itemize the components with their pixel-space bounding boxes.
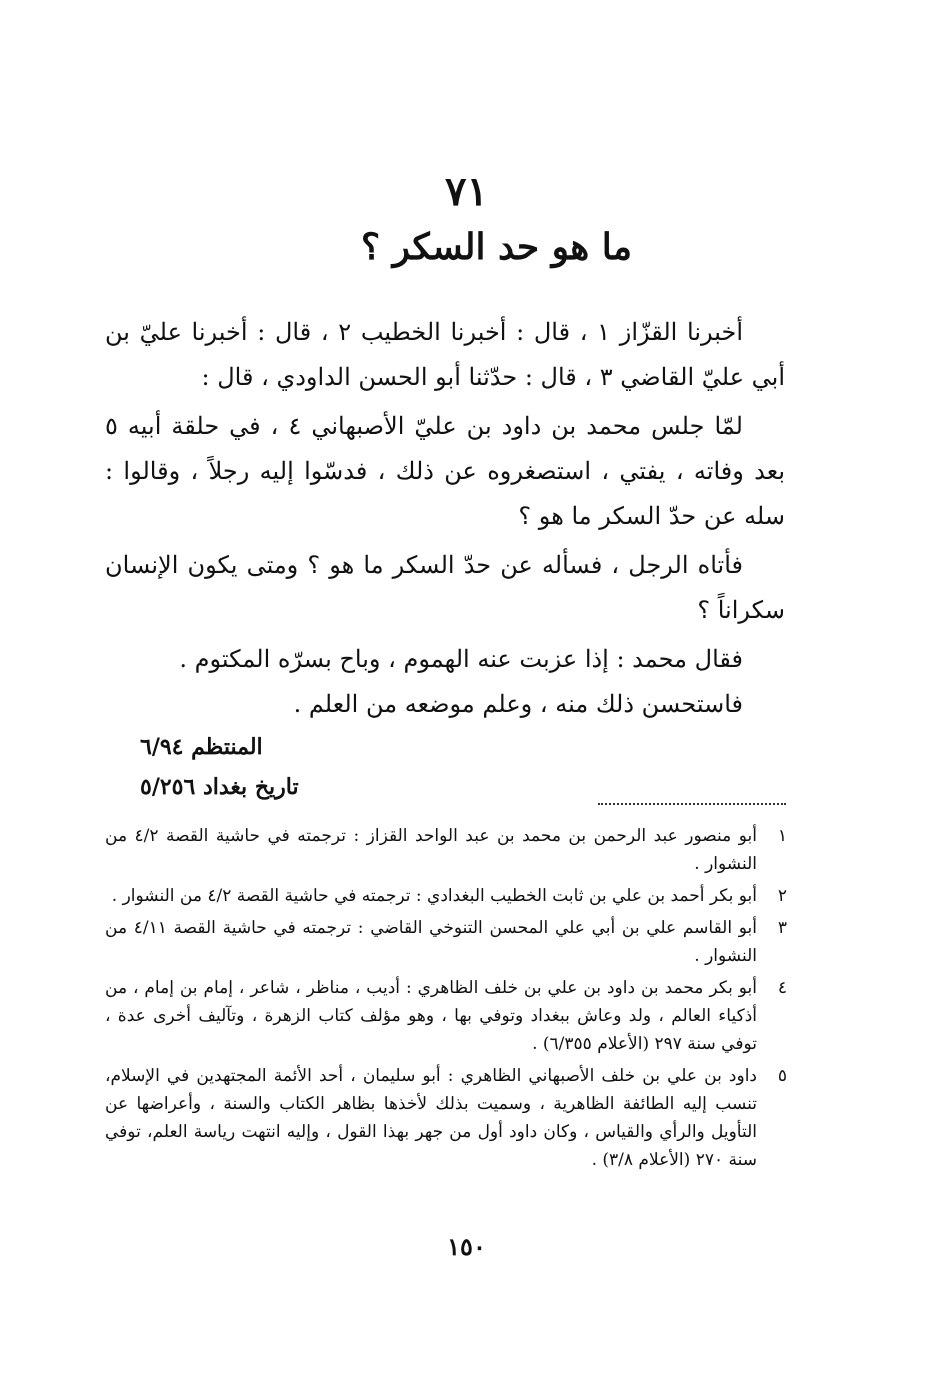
story-title: ما هو حد السكر ؟: [360, 226, 633, 268]
footnote: [105, 882, 787, 910]
footnote-text: أبو منصور عبد الرحمن بن محمد بن عبد الواحد القزاز : ترجمته في حاشية القصة ٤/٢ من النشوار .: [105, 826, 757, 874]
footnote-number: ٢: [777, 886, 787, 906]
footnote-text: أبو بكر أحمد بن علي بن ثابت الخطيب البغدادي : ترجمته في حاشية القصة ٤/٢ من النشوار .: [111, 886, 757, 906]
footnote-number: ٤: [777, 978, 787, 998]
source-reference: المنتظم ٦/٩٤: [140, 734, 263, 760]
footnote-number: ١: [777, 826, 787, 846]
footnote-separator: [598, 803, 786, 805]
footnote-text: أبو القاسم علي بن أبي علي المحسن التنوخي القاضي : ترجمته في حاشية القصة ٤/١١ من النشوار .: [105, 918, 758, 966]
paragraph: لمّا جلس محمد بن داود بن عليّ الأصبهاني ٤ ، في حلقة أبيه ٥ بعد وفاته ، يفتي ، استصغروه عن ذلك ، فدسّوا إليه رجلاً ، وقالوا : سله عن حدّ السكر ما هو ؟: [105, 412, 785, 530]
main-text: [105, 310, 785, 727]
footnotes: [105, 822, 787, 1178]
answer-line: فاستحسن ذلك منه ، وعلم موضعه من العلم .: [293, 690, 743, 718]
page-number: ١٥٠: [447, 1232, 486, 1261]
footnote-number: ٥: [777, 1066, 787, 1086]
sources-list: [140, 727, 790, 807]
footnote-number: ٣: [777, 918, 787, 938]
footnote-text: داود بن علي بن خلف الأصبهاني الظاهري : أبو سليمان ، أحد الأئمة المجتهدين في الإسلام، تنسب إليه الطائفة الظاهرية ، وسميت بذلك لأخذها بظاهر الكتاب والسنة ، وأعراضها عن التأويل والرأي والقياس ، وكان داود أول من جهر بهذا القول ، وإليه انتهت رياسة العلم، توفي سنة ٢٧٠ (الأعلام ٣/٨) .: [105, 1066, 757, 1170]
source-reference: تاريخ بغداد ٥/٢٥٦: [140, 774, 299, 800]
footnote: [105, 974, 787, 1058]
paragraph: فأتاه الرجل ، فسأله عن حدّ السكر ما هو ؟ ومتى يكون الإنسان سكراناً ؟: [105, 551, 785, 624]
footnote-text: أبو بكر محمد بن داود بن علي بن خلف الظاهري : أديب ، مناظر ، شاعر ، إمام بن إمام ، من أذكياء العالم ، ولد وعاش ببغداد وتوفي بها ، وهو مؤلف كتاب الزهرة ، وتآليف أخرى عدة ، توفي سنة ٢٩٧ (الأعلام ٦/٣٥٥) .: [105, 978, 757, 1054]
answer-line: فقال محمد : إذا عزبت عنه الهموم ، وباح بسرّه المكتوم .: [179, 645, 743, 673]
footnote: [105, 1062, 787, 1174]
paragraph: أخبرنا القزّاز ١ ، قال : أخبرنا الخطيب ٢ ، قال : أخبرنا عليّ بن أبي عليّ القاضي ٣ ، قال : حدّثنا أبو الحسن الداودي ، قال :: [105, 318, 785, 391]
story-number: ٧١: [445, 168, 488, 215]
footnote: [105, 914, 787, 970]
footnote: [105, 822, 787, 878]
